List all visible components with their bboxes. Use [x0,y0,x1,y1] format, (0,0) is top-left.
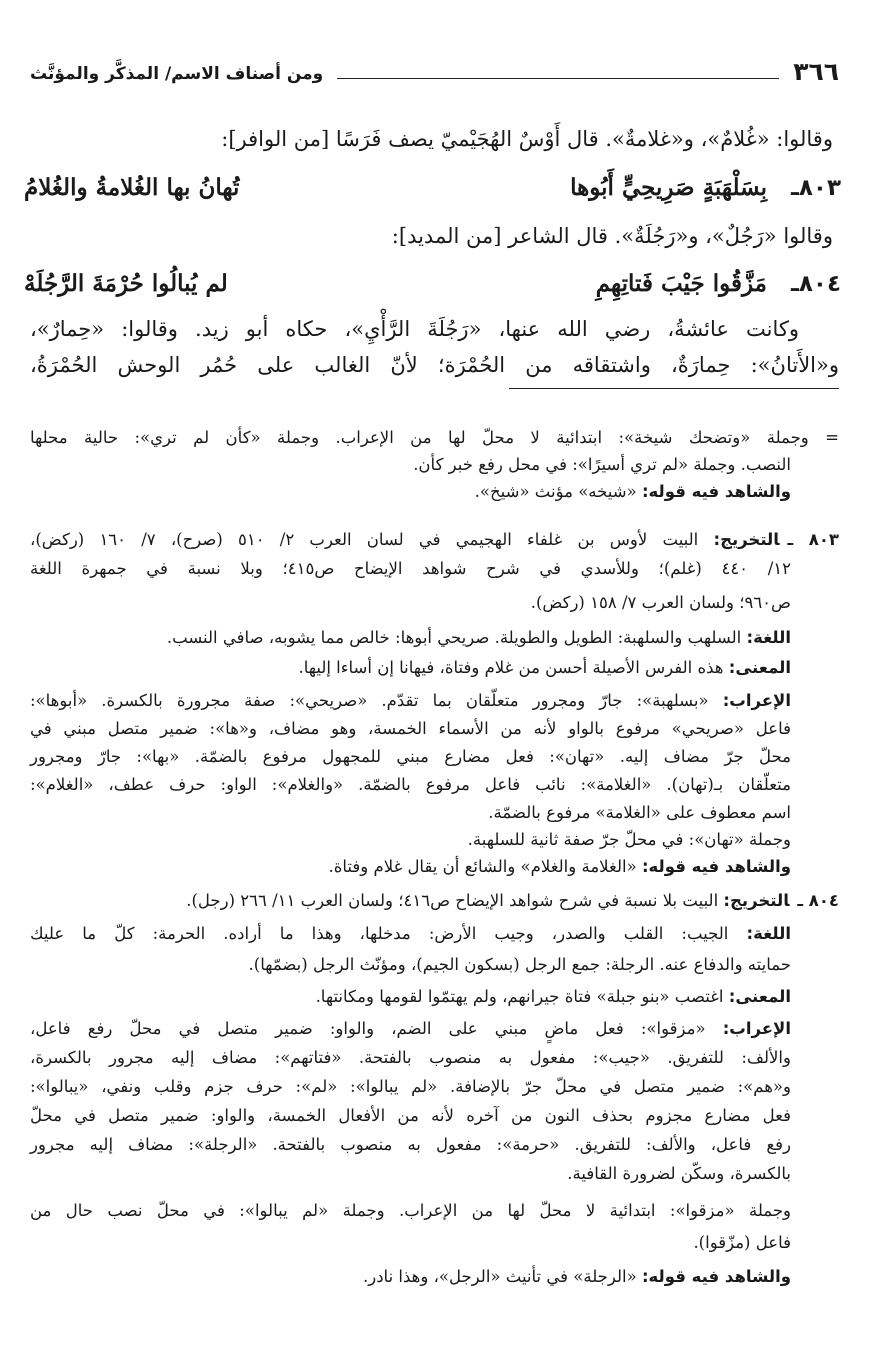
lugha-label: اللغة: [746,628,791,647]
footnote-irab [30,1016,791,1042]
shahid-label: والشاهد فيه قوله: [641,482,791,501]
footnote-line: بالكسرة، وسكّن لضرورة القافية. [567,1164,791,1183]
verse-number: ٨٠٣ـ [791,175,841,201]
irab-text: «بسلهبة»: جارّ ومجرور متعلّقان بما تقدّم. «صريحي»: صفة مجرورة بالكسرة. «أبوها»: [30,691,709,710]
lugha-text: السلهب والسلهبة: الطويل والطويلة. صريحي أبوها: خالص مما يشوبه، صافي النسب. [166,628,742,647]
footnote-804-takhrij [186,888,839,914]
main-line: وقالوا «رَجُلٌ»، و«رَجُلَةٌ». قال الشاعر [من المديد]: [391,224,833,248]
footnote-line: والألف: للتفريق. «جيب»: مفعول به منصوب بالفتحة. «فتاتهم»: مضاف إليه مجرور بالكسرة، [30,1048,791,1067]
footnote-irab [30,688,791,714]
verse-hemistich-second: تُهانُ بها الغُلامةُ والغُلامُ [24,174,240,201]
verse-hemistich-first: بِسَلْهَبَةٍ صَرِيحِيٍّ أَبُوها [570,174,767,201]
main-line: وكانت عائشةُ، رضي الله عنها، «رَجُلَةَ الرَّأْيِ»، حكاه أبو زيد. وقالوا: «حِمارٌ»، [30,317,799,341]
takhrij-label: التخريج: [713,530,780,549]
footnote-line: النصب. وجملة «لم تري أسيرًا»: في محل رفع خبر كأن. [413,455,791,474]
footnote-line: فاعل «صريحي» مرفوع بالواو لأنه من الأسماء الخمسة، وهو مضاف، و«ها»: ضمير متصل مبني في [30,719,791,738]
takhrij-label: التخريج: [723,891,790,910]
verse-number: ٨٠٤ـ [791,271,841,297]
mana-label: المعنى: [728,987,791,1006]
footnote-number: ٨٠٣ ـ [787,530,839,549]
shahid-label: والشاهد فيه قوله: [641,1267,791,1286]
footnote-line: حمايته والدفاع عنه. الرجلة: جمع الرجل (بسكون الجيم)، ومؤنّث الرجل (بضمّها). [248,955,791,974]
footnote-lugha [167,625,791,651]
footnote-shahid [475,479,791,505]
footnote-line: = وجملة «وتضحك شيخة»: ابتدائية لا محلّ لها من الإعراب. وجملة «كأن لم تري»: حالية محلها [30,428,839,447]
footnote-line: فاعل (مزّقوا). [693,1233,791,1252]
irab-label: الإعراب: [722,1019,791,1038]
footnote-line: فعل مضارع مجزوم بحذف النون من آخره لأنه من الأفعال الخمسة، والواو: ضمير متصل في محلّ [30,1106,791,1125]
footnote-line: ص٩٦٠؛ ولسان العرب ٧/ ١٥٨ (ركض). [530,593,791,612]
footnote-line: وجملة «مزقوا»: ابتدائية لا محلّ لها من الإعراب. وجملة «لم يبالوا»: في محلّ نصب حال من [30,1201,791,1220]
verse-hemistich-second: لم يُبالُوا حُرْمَةَ الرَّجُلَهْ [24,270,228,297]
footnote-line: متعلّقان بـ(تهان). «الغلامة»: نائب فاعل مرفوع بالضمّة. «والغلام»: الواو: حرف عطف، «الغلام»: [30,775,791,794]
verse-hemistich-first: مَزَّقُوا جَيْبَ فَتاتِهِمِ [595,270,767,297]
main-line: و«الأَتانُ»: حِمارَةٌ، واشتقاقه من الحُمْرَة؛ لأنّ الغالب على حُمُر الوحش الحُمْرَةُ، [30,353,839,377]
running-title: ومن أصناف الاسم/ المذكَّر والمؤنَّث [30,64,324,84]
verse-804 [24,266,841,302]
mana-label: المعنى: [728,658,791,677]
mana-text: اغتصب «بنو جبلة» فتاة جيرانهم، ولم يهتمّوا لقومها ومكانتها. [315,987,724,1006]
footnote-lugha [30,921,791,947]
footnote-shahid [329,854,791,880]
lugha-label: اللغة: [746,924,791,943]
footnote-line: و«هم»: ضمير متصل في محلّ جرّ بالإضافة. «لم يبالوا»: «لم»: حرف جزم وقلب ونفي، «يبالوا»: [30,1077,791,1096]
irab-label: الإعراب: [722,691,791,710]
takhrij-text: البيت بلا نسبة في شرح شواهد الإيضاح ص٤١٦؛ ولسان العرب ١١/ ٢٦٦ (رجل). [186,891,719,910]
verse-803 [24,170,841,206]
footnote-separator [509,388,839,389]
main-line: وقالوا: «غُلامٌ»، و«غلامةٌ». قال أَوْسٌ الهُجَيْميّ يصف فَرَسًا [من الوافر]: [221,127,833,151]
footnote-mana [316,984,791,1010]
footnote-mana [298,655,791,681]
page-header [30,56,839,86]
footnote-line: ١٢/ ٤٤٠ (غلم)؛ وللأسدي في شرح شواهد الإيضاح ص٤١٥؛ وبلا نسبة في جمهرة اللغة [30,559,792,578]
shahid-text: «الرجلة» في تأنيث «الرجل»، وهذا نادر. [362,1267,637,1286]
page-number: ٣٦٦ [793,57,839,86]
footnote-803-takhrij [30,527,839,553]
shahid-text: «شيخه» مؤنث «شيخ». [474,482,637,501]
footnote-line: اسم معطوف على «الغلامة» مرفوع بالضمّة. [488,803,791,822]
mana-text: هذه الفرس الأصيلة أحسن من غلام وفتاة، فيهانا إن أساءا إليها. [298,658,724,677]
footnote-line: وجملة «تهان»: في محلّ جرّ صفة ثانية للسلهبة. [467,830,791,849]
footnote-number: ٨٠٤ ـ [797,891,839,910]
footnote-line: محلّ جرّ مضاف إليه. «تهان»: فعل مضارع مبني للمجهول مرفوع بالضمّة. «بها»: جارّ ومجرور [30,747,791,766]
header-rule [337,78,779,79]
footnote-shahid [363,1264,791,1290]
lugha-text: الجيب: القلب والصدر، وجيب الأرض: مدخلها، وهذا ما أراده. الحرمة: كلّ ما عليك [30,924,729,943]
shahid-label: والشاهد فيه قوله: [641,857,791,876]
footnote-line: رفع فاعل، والألف: للتفريق. «حرمة»: مفعول به منصوب بالفتحة. «الرجلة»: مضاف إليه مجرور [30,1135,791,1154]
shahid-text: «الغلامة والغلام» والشائع أن يقال غلام وفتاة. [328,857,637,876]
takhrij-text: البيت لأوس بن غلفاء الهجيمي في لسان العرب ٢/ ٥١٠ (صرح)، ٧/ ١٦٠ (ركض)، [30,530,699,549]
irab-text: «مزقوا»: فعل ماضٍ مبني على الضم، والواو: ضمير متصل في محلّ رفع فاعل، [30,1019,706,1038]
